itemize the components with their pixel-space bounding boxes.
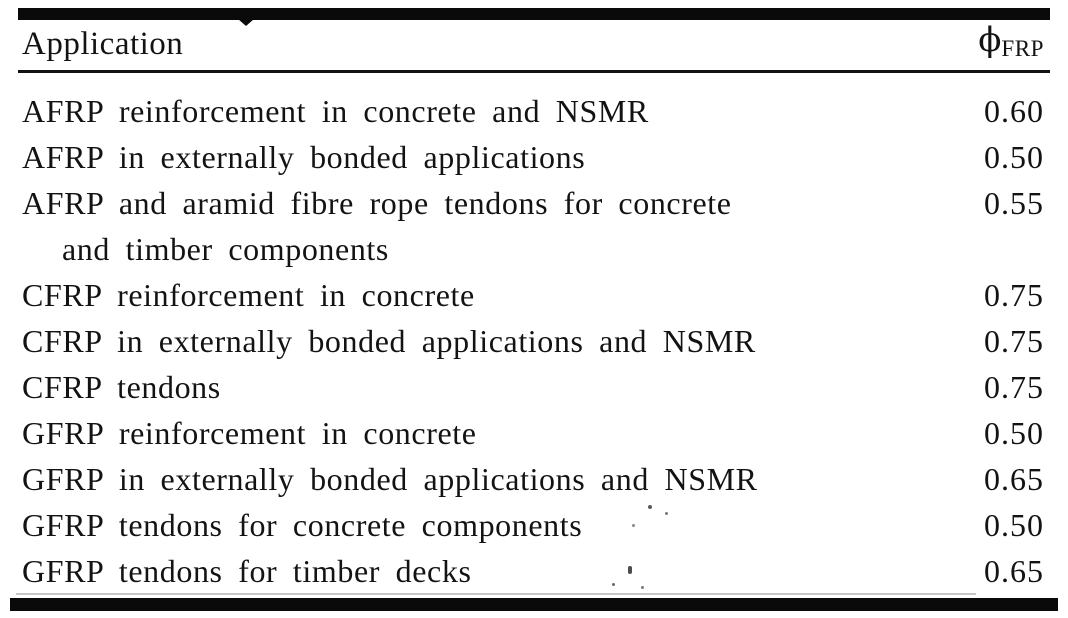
application-cell: CFRP reinforcement in concrete	[22, 277, 475, 313]
value-cell: 0.50	[984, 415, 1044, 451]
table-row	[22, 548, 1050, 594]
table-row	[22, 502, 1050, 548]
scan-artifact-speck	[612, 583, 615, 586]
application-line-1: AFRP and aramid fibre rope tendons for concrete	[22, 185, 732, 221]
value-cell: 0.75	[984, 323, 1044, 359]
phi-frp-column-header	[978, 20, 1048, 63]
table-bottom-rule	[10, 598, 1058, 611]
application-cell: GFRP tendons for timber decks	[22, 553, 472, 589]
application-line-2: and timber components	[62, 231, 389, 267]
application-cell: CFRP in externally bonded applications and NSMR	[22, 323, 756, 359]
table-row	[22, 272, 1050, 318]
value-cell: 0.50	[984, 139, 1044, 175]
scan-artifact-faint-rule	[16, 593, 976, 595]
scan-artifact-notch	[238, 19, 254, 26]
application-cell: CFRP tendons	[22, 369, 221, 405]
value-cell: 0.60	[984, 93, 1044, 129]
scan-artifact-speck	[648, 505, 652, 509]
value-cell: 0.65	[984, 553, 1044, 589]
table-row	[22, 318, 1050, 364]
value-cell: 0.50	[984, 507, 1044, 543]
table-row	[22, 410, 1050, 456]
table-body	[18, 73, 1050, 594]
application-cell: GFRP in externally bonded applications and NSMR	[22, 461, 758, 497]
scan-artifact-speck	[632, 524, 635, 527]
application-column-header: Application	[22, 26, 184, 62]
table-header-row	[18, 20, 1050, 70]
value-cell: 0.65	[984, 461, 1044, 497]
table-row	[22, 88, 1050, 134]
scan-artifact-speck	[665, 512, 668, 515]
table-row	[22, 456, 1050, 502]
application-cell: AFRP in externally bonded applications	[22, 139, 586, 175]
phi-subscript: FRP	[1001, 36, 1044, 62]
scan-artifact-speck	[628, 566, 632, 574]
application-cell: GFRP tendons for concrete components	[22, 507, 583, 543]
application-cell: AFRP reinforcement in concrete and NSMR	[22, 93, 649, 129]
table-row	[22, 134, 1050, 180]
value-cell: 0.75	[984, 277, 1044, 313]
resistance-factor-table	[18, 8, 1050, 594]
value-cell: 0.55	[984, 185, 1044, 221]
phi-symbol: ϕ	[978, 19, 1002, 60]
application-cell: GFRP reinforcement in concrete	[22, 415, 477, 451]
application-cell	[22, 180, 952, 272]
scan-artifact-speck	[641, 586, 644, 589]
table-row	[22, 180, 1050, 272]
value-cell: 0.75	[984, 369, 1044, 405]
table-row	[22, 364, 1050, 410]
table-top-rule	[18, 8, 1050, 20]
